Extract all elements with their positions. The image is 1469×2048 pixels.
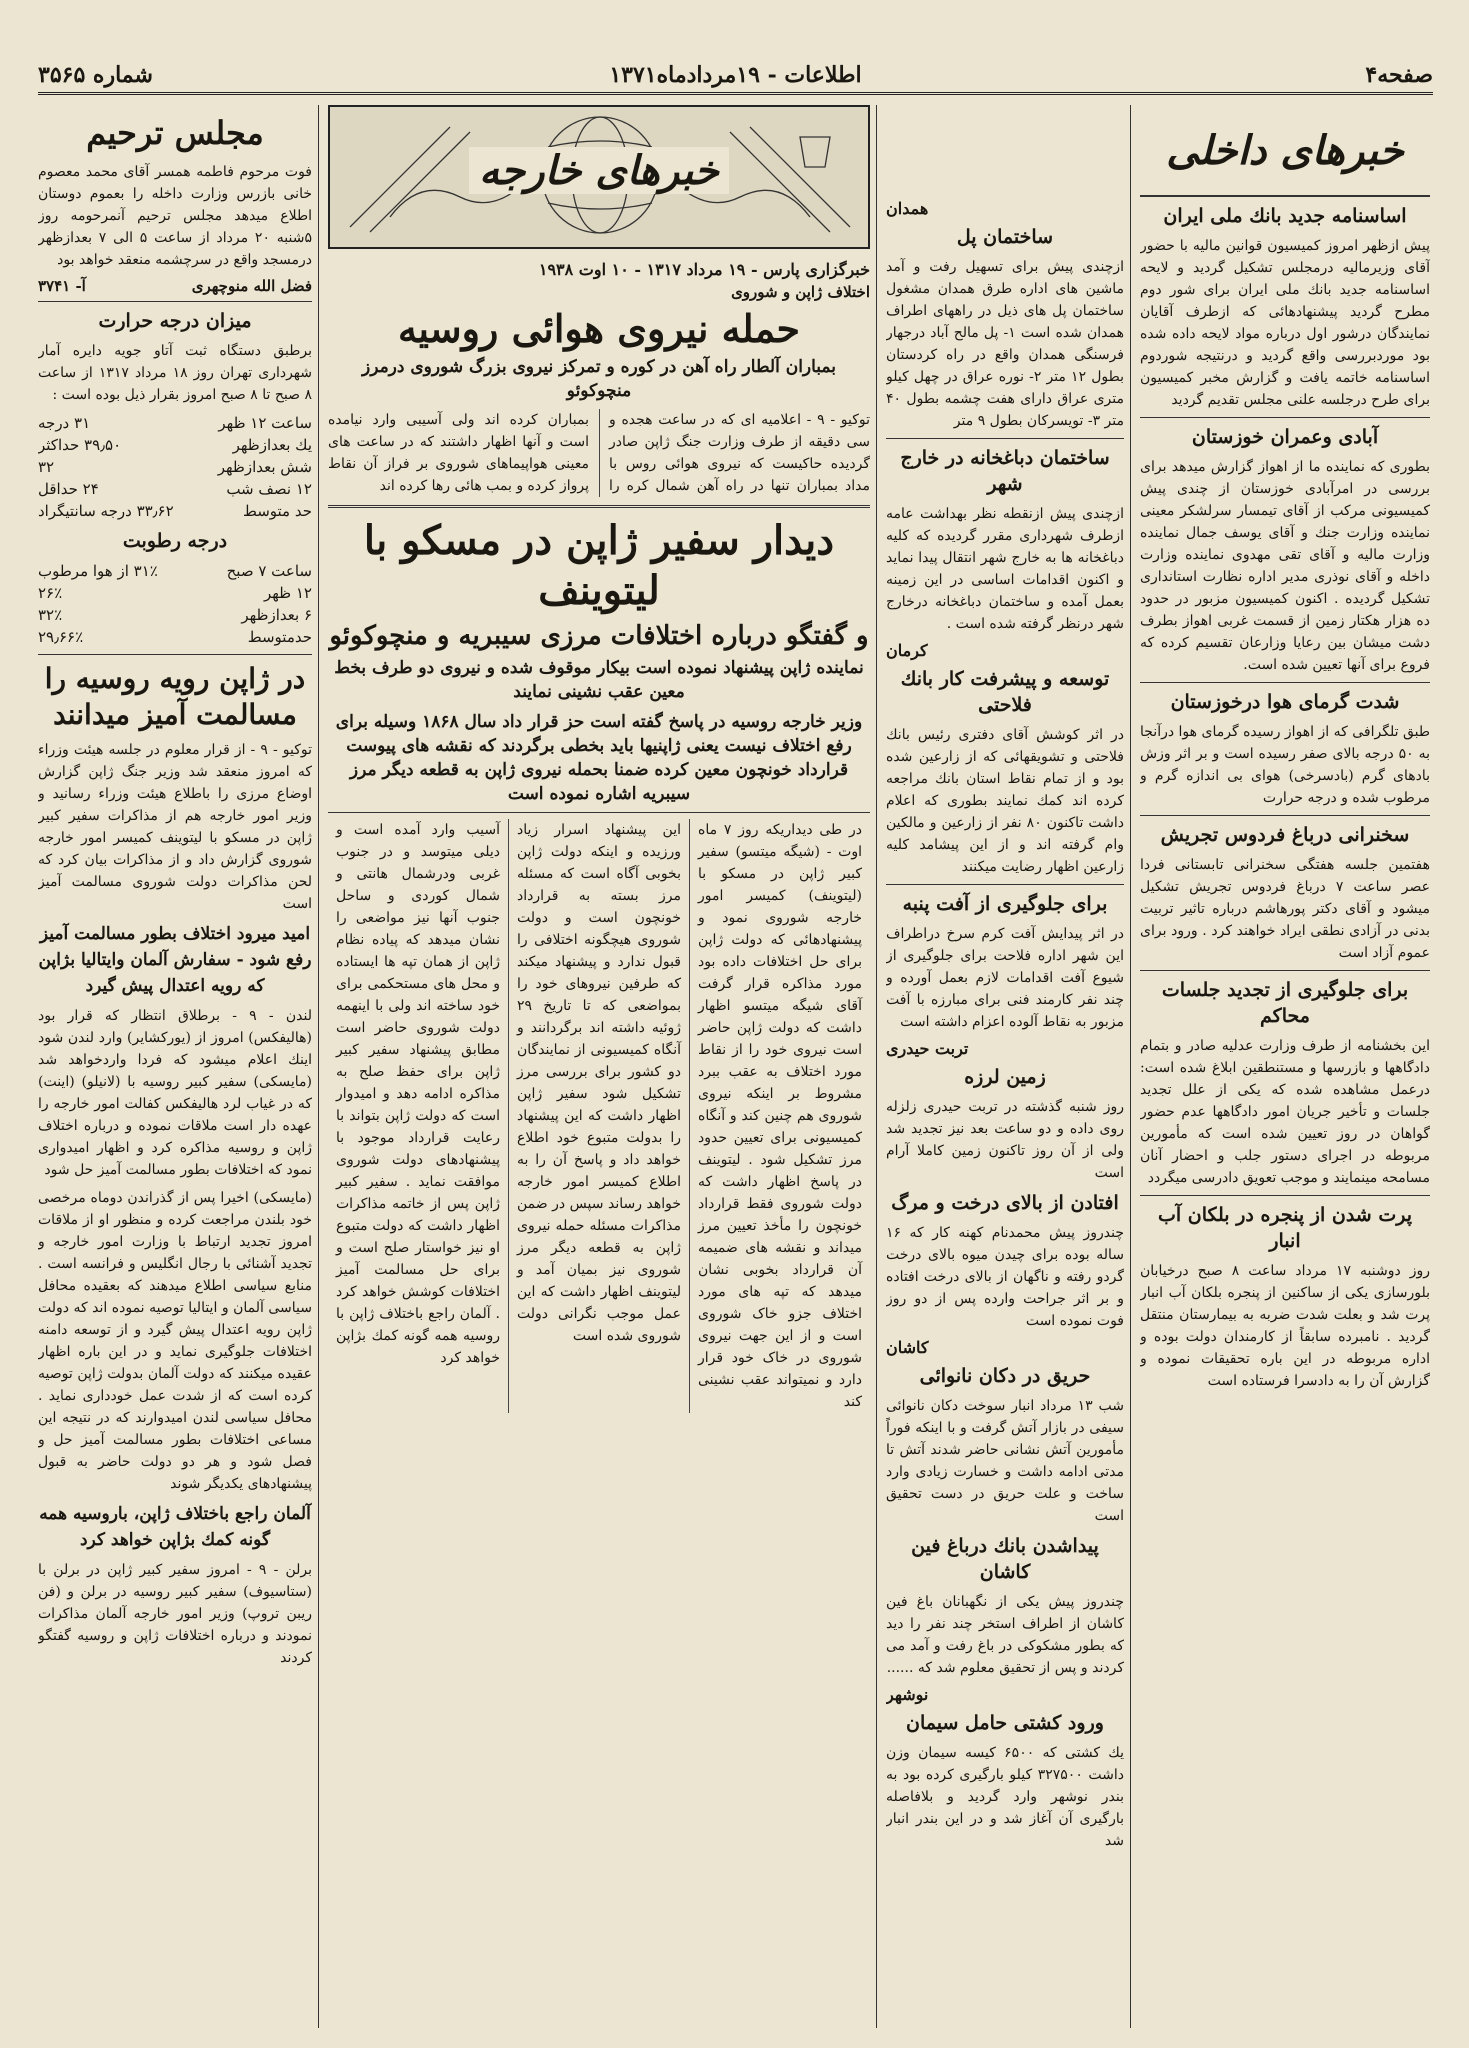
column-rule <box>1130 105 1131 2028</box>
hope-body: لندن - ۹ - برطلاق انتظار که قرار بود (هالیفکس) امروز از (یورکشایر) وارد لندن شود اینك اعلام میشود که فردا واردخواهد شد (مایسکی) سفیر کبیر روسیه با (لانیلو) (اینت) که در غیاب لرد هالیفکس کفالت امور خارجه را عهده دار است ملاقات نموده و درباره اختلاف ژاپن و روسیه مذاکره کرد و اظهار امیدواری نمود که اختلافات بطور مسالمت آمیز حل شود <box>38 1008 312 1178</box>
memorial-body: فوت مرحوم فاطمه همسر آقای محمد معصوم خانی بازرس وزارت داخله را بعموم دوستان اطلاع میدهد مجلس ترحیم آنمرحومه روز ۵شنبه ۲۰ مرداد از ساعت ۵ الی ۷ بعدازظهر درمسجد واقع در سرچشمه منعقد خواهد بود <box>38 164 312 268</box>
foreign-subcolumn: آسیب وارد آمده است و دیلی میتوسد و در جنوب غربی ودرشمال هانتی و شمال کوردی و ساحل جنوب آنها نیز مواضعی را نشان میدهد که پیاده نظام ژاپن از همان تپه ها ایستاده و محل های مستحکمی برای خود ساخته اند ولی با اینهمه دولت شوروی حاضر است مطابق پیشنهاد سفیر کبیر ژاپن برای حفظ صلح به مذاکره ادامه دهد و امیدوار است که دولت ژاپن بتواند با رعایت قرارداد موجود با پیشنهادهای دولت شوروی موافقت نماید . سفیر کبیر ژاپن پس از خاتمه مذاکرات اظهار داشت که دولت متبوع او نیز خواستار صلح است و برای حل مسالمت آمیز اختلافات کوشش خواهد کرد . آلمان راجع باختلاف ژاپن با روسیه همه گونه کمك بژاپن خواهد کرد <box>336 822 500 1366</box>
memorial-headline: مجلس ترحیم <box>86 114 264 152</box>
row-label: یك بعدازظهر <box>232 436 312 454</box>
divider <box>38 301 312 302</box>
article-headline: ورود کشتی حامل سیمان <box>906 1712 1104 1734</box>
article-body: پیش ازظهر امروز کمیسیون قوانین مالیه با حضور آقای وزیرمالیه درمجلس تشکیل گردید و لایحه اساسنامه جدید بانك ملی ایران برای شور دوم مطرح گردید پیشنهادهائی که ازطرف آقایان نمایندگان درشور اول درباره مواد لایحه داده شده بود موردبررسی واقع گردید و درنتیجه شوردوم اساسنامه خاتمه یافت و گزارش مخبر کمیسیون برای طرح درجلسه علنی مجلس تقدیم گردید <box>1140 238 1430 408</box>
germany-headline: آلمان راجع باختلاف ژاپن، باروسیه همه گونه کمك بژاپن خواهد کرد <box>39 1504 311 1550</box>
embassy-talks-headline: دیدار سفیر ژاپن در مسکو با لیتوینف <box>363 517 835 614</box>
page-header <box>38 62 1433 95</box>
article-body: در اثر پیدایش آفت کرم سرخ دراطراف این شهر اداره فلاحت برای جلوگیری از شیوع آفت اقدامات لازم بعمل آورده و چند نفر کارمند فنی برای مبارزه با آفت مزبور به نقاط آلوده اعزام داشته است <box>886 926 1124 1030</box>
article-body: طبق تلگرافی که از اهواز رسیده گرمای هوا درآنجا به ۵۰ درجه بالای صفر رسیده است و بر اثر وزش بادهای گرم (بادسرخی) هوای بی اندازه گرم و مرطوب شده و درجه حرارت <box>1140 724 1430 806</box>
air-attack-deck: بمباران آلطار راه آهن در کوره و تمرکز نیروی بزرگ شوروی درمرز منچوکوئو <box>361 357 836 401</box>
foreign-subcolumn: این پیشنهاد اسرار زیاد ورزیده و اینکه دولت ژاپن بخوبی آگاه است که مسئله مرز بسته به قرارداد خونچون است و دولت شوروی هیچگونه اختلافی را قبول ندارد و پیشنهاد میکند که طرفین نیروهای خود را بمواضعی که تا تاریخ ۲۹ ژوئیه داشته اند برگردانند و آنگاه کمیسیونی از نمایندگان دو کشور برای بررسی مرز تشکیل شود سفیر ژاپن اظهار داشت که این پیشنهاد را بدولت متبوع خود اطلاع خواهد داد و پاسخ آن را به اطلاع کمیسر امور خارجه خواهد رساند سپس در ضمن مذاکرات مسئله حمله نیروی ژاپن به قطعه دیگر مرز شوروی نیز بمیان آمد و لیتوینف اظهار داشت که این عمل موجب نگرانی دولت شوروی شده است <box>508 819 689 1413</box>
dispute-label: اختلاف ژاپن و شوروی <box>731 283 870 301</box>
divider <box>1140 1195 1430 1196</box>
memorial-signature: فضل الله منوچهری <box>191 277 312 295</box>
article-headline: توسعه و پیشرفت کار بانك فلاحتی <box>900 668 1110 716</box>
article-headline: برای جلوگیری از آفت پنبه <box>902 893 1108 915</box>
humidity-table <box>38 560 312 648</box>
embassy-talks-sub: نماینده ژاپن پیشنهاد نموده است بیکار موقوف شده و نیروی دو طرف بخط معین عقب نشینی نمایند <box>334 658 864 702</box>
row-value: ۳۲٪ <box>38 606 63 624</box>
row-value: ۳۹٫۵۰ حداکثر <box>38 436 122 454</box>
row-value: ۲۶٪ <box>38 584 63 602</box>
divider <box>328 505 870 508</box>
row-label: ۱۲ ظهر <box>263 584 312 602</box>
divider <box>1140 417 1430 418</box>
air-attack-body: توکیو - ۹ - اعلامیه ای که در ساعت هجده و سی دقیقه از طرف وزارت جنگ ژاپن صادر گردیده حاکیست که نیروی هوائی روس با مداد بمباران تنها در راه آهن شمال کره را بمباران کرده اند ولی آسیبی وارد نیامده است و آنها اظهار داشتند که در ساعت های معینی هواپیماهای شوروی بر فراز آن نقاط پرواز کرده و بمب هائی رها کرده اند <box>328 412 870 494</box>
row-value: ۲۹٫۶۶٪ <box>38 628 84 646</box>
article-body: ازچندی پیش برای تسهیل رفت و آمد ماشین های اداره طرق همدان مشغول ساختمان پل های ذیل در راههای اطراف همدان شده است ۱- پل مالح آباد درجهار فرسنگی همدان واقع در راه کردستان بطول ۱۲ متر ۲- نوره عراق در چهل کیلو متری عراق دارای هفت چشمه بطول ۴۰ متر ۳- تویسرکان بطول ۹ متر <box>886 259 1124 429</box>
row-label: ۱۲ نصف شب <box>226 480 312 498</box>
memorial-footer <box>38 277 312 295</box>
row-label: ساعت ۱۲ ظهر <box>218 414 312 432</box>
table-row <box>38 456 312 478</box>
row-label: ساعت ۷ صبح <box>226 562 312 580</box>
article-body: شب ۱۳ مرداد انبار سوخت دکان نانوائی سیفی در بازار آتش گرفت و با اینکه فوراً مأمورین آتش نشانی حاضر شدند آتش تا مدتی ادامه داشت و خسارت زیادی وارد ساخت و علت حریق در دست تحقیق است <box>886 1398 1124 1524</box>
city-label: کاشان <box>886 1338 929 1357</box>
article-body: این بخشنامه از طرف وزارت عدلیه صادر و بتمام دادگاهها و بازرسها و مستنطقین ابلاغ شده است: درعمل مشاهده شده که یکی از علل تجدید جلسات و تأخیر جریان امور دادگاهها عدم حضور گواهان در روز تعیین شده است که مأمورین مربوطه در اجرای دستور جلب و احضار آنان مسامحه مینمایند و موجب تعویق دادرسی میگردد <box>1140 1038 1430 1186</box>
article-headline: برای جلوگیری از تجدید جلسات محاکم <box>1161 979 1409 1027</box>
embassy-talks-deck: و گفتگو درباره اختلافات مرزی سیبریه و منچوکوئو <box>329 621 869 651</box>
foreign-news-section <box>328 105 870 2028</box>
hope-headline: امید میرود اختلاف بطور مسالمت آمیز رفع شود - سفارش آلمان وایتالیا بژاپن که رویه اعتدال پیش گیرد <box>38 924 312 996</box>
article-headline: پرت شدن از پنجره در بلکان آب انبار <box>1158 1204 1412 1252</box>
table-row <box>38 604 312 626</box>
temperature-table <box>38 412 312 522</box>
row-value: ۳۱٪ از هوا مرطوب <box>38 562 158 580</box>
publication-date: اطلاعات - ۱۹مردادماه۱۳۷۱ <box>609 62 862 88</box>
table-row <box>38 478 312 500</box>
article-headline: پیداشدن بانك درباغ فین کاشان <box>911 1535 1099 1583</box>
foreign-banner <box>328 105 870 249</box>
table-row <box>38 434 312 456</box>
table-row <box>38 626 312 648</box>
article-headline: اساسنامه جدید بانك ملی ایران <box>1163 205 1407 227</box>
column-rule <box>876 105 877 2028</box>
divider <box>886 884 1124 885</box>
table-row <box>38 500 312 522</box>
foreign-subcolumn: در طی دیداریکه روز ۷ ماه اوت - (شیگه میتسو) سفیر کبیر ژاپن در مسکو با (لیتوینف) کمیسر امور خارجه شوروی نمود و پیشنهادهائی که دولت ژاپن برای حل اختلافات داده بود مورد مذاکره قرار گرفت آقای شیگه میتسو اظهار داشت که دولت ژاپن حاضر است نیروی خود را از نقاط مورد اختلاف به عقب ببرد مشروط بر اینکه نیروی شوروی هم چنین کند و آنگاه کمیسیونی برای تعیین حدود مرز تشکیل شود . لیتوینف در پاسخ اظهار داشت که دولت شوروی فقط قرارداد خونچون را مأخذ تعیین مرز میداند و نقشه های ضمیمه آن قرارداد بخوبی نشان میدهد که تپه های مورد اختلاف جزو خاک شوروی است و از این جهت نیروی شوروی در خاک خود قرار دارد و نمیتواند عقب نشینی کند <box>689 819 870 1413</box>
issue-number: شماره ۳۵۶۵ <box>38 62 153 88</box>
article-headline: حریق در دکان نانوائی <box>919 1365 1091 1387</box>
foreign-subcolumns <box>328 819 870 1413</box>
domestic-banner-title: خبرهای داخلی <box>1166 126 1404 174</box>
wire-dateline: خبرگزاری پارس - ۱۹ مرداد ۱۳۱۷ - ۱۰ اوت ۱۹۳۸ <box>538 260 870 279</box>
divider <box>38 654 312 655</box>
table-row <box>38 412 312 434</box>
row-value: ۳۲ <box>38 458 55 476</box>
article-body: روز شنبه گذشته در تربت حیدری زلزله روی داده و دو ساعت بعد نیز تجدید شد ولی از آن روز تاکنون زمین کاملا آرام است <box>886 1099 1124 1181</box>
row-value: ۲۴ حداقل <box>38 480 99 498</box>
domestic-banner <box>1140 105 1430 197</box>
article-body: در اثر کوشش آقای دفتری رئیس بانك فلاحتی و تشویقهائی که از زارعین شده بود و از تمام نقاط استان بانك مراجعه کرده اند کمك نمایند بطوری که اعلام داشت تاکنون ۸۰ نفر از زارعین و مالکین وام گرفته اند و از این پیشامد کلیه زارعین اظهار رضایت میکنند <box>886 727 1124 875</box>
japan-view-headline: در ژاپن رویه روسیه را مسالمت آمیز میدانند <box>44 662 306 731</box>
embassy-talks-note: وزیر خارجه روسیه در پاسخ گفته است حز قرار داد سال ۱۸۶۸ وسیله برای رفع اختلاف نیست یعنی ژاپنیها باید بخطی برگردند که نقشه های پیوست قرارداد خونچون معین کرده ضمنا بحمله نیروی ژاپن به قطعه دیگر مرز سیبریه اشاره نموده است <box>335 712 863 804</box>
article-headline: شدت گرمای هوا درخوزستان <box>1170 691 1400 713</box>
foreign-banner-title-wrap <box>330 147 868 194</box>
article-body: چندروز پیش یکی از نگهبانان باغ فین کاشان از اطراف استخر چند نفر را دید که بطور مشکوکی در باغ رفت و آمد می کردند و پس از تحقیق معلوم شد که ...... <box>886 1594 1124 1676</box>
divider <box>886 438 1124 439</box>
memorial-code: آ- ۳۷۴۱ <box>38 277 86 295</box>
article-headline: ساختمان دباغخانه در خارج شهر <box>900 447 1110 495</box>
article-headline: زمین لرزه <box>964 1066 1046 1088</box>
air-attack-headline: حمله نیروی هوائی روسیه <box>397 306 801 351</box>
article-body: روز دوشنبه ۱۷ مرداد ساعت ۸ صبح درخیابان بلورسازی یکی از ساکنین از پنجره بلکان آب انبار پرت شد و بعلت شدت ضربه به بیمارستان منتقل گردید . نامبرده سابقاً از کارمندان دولت بوده و اداره مربوطه در این باره تحقیقات نموده و گزارش آن را به دادسرا فرستاده است <box>1140 1263 1430 1389</box>
article-headline: آبادی وعمران خوزستان <box>1191 426 1379 448</box>
article-headline: ساختمان پل <box>956 226 1054 248</box>
city-label: تربت حیدری <box>886 1039 969 1058</box>
row-label: حد متوسط <box>242 502 312 520</box>
article-headline: افتادن از بالای درخت و مرگ <box>891 1192 1119 1214</box>
foreign-banner-title: خبرهای خارجه <box>469 147 729 194</box>
divider <box>1140 815 1430 816</box>
humidity-title: درجه رطوبت <box>122 530 228 552</box>
row-label: شش بعدازظهر <box>217 458 312 476</box>
table-row <box>38 582 312 604</box>
row-value: ۳۱ درجه <box>38 414 91 432</box>
row-value: ۳۳٫۶۲ درجه سانتیگراد <box>38 502 174 520</box>
domestic-news-column <box>1140 105 1430 2028</box>
article-body: هفتمین جلسه هفتگی سخنرانی تابستانی فردا عصر ساعت ۷ درباغ فردوس تجریش تشکیل میشود و آقای دکتر پورهاشم درباره تاثیر تربیت بدنی در آزادی نطقی ایراد خواهند کرد . ورود برای عموم آزاد است <box>1140 857 1430 961</box>
article-body: یك کشتی که ۶۵۰۰ کیسه سیمان وزن داشت ۳۲۷۵۰۰ کیلو بارگیری کرده بود به بندر نوشهر وارد گردید و بلافاصله بارگیری آن آغاز شد و در این بندر انبار شد <box>886 1745 1124 1849</box>
city-label: همدان <box>886 199 929 218</box>
city-label: کرمان <box>886 641 928 660</box>
notices-column <box>38 105 312 2028</box>
germany-body: برلن - ۹ - امروز سفیر کبیر ژاپن در برلن با (ستاسیوف) سفیر کبیر روسیه در برلن و (فن ریبن تروپ) وزیر امور خارجه آلمان مذاکرات نمودند و درباره اختلافات ژاپن و روسیه گفتگو کردند <box>38 1562 312 1666</box>
temperature-title: میزان درجه حرارت <box>98 310 252 332</box>
column-rule <box>318 105 319 2028</box>
city-label: نوشهر <box>886 1685 929 1704</box>
provincial-news-column <box>886 195 1124 2028</box>
divider <box>328 812 870 813</box>
article-body: چندروز پیش محمدنام کهنه کار که ۱۶ ساله بوده برای چیدن میوه بالای درخت گردو رفته و ناگهان از بالای درخت افتاده و بر اثر جراحت وارده پس از دو روز فوت نموده است <box>886 1225 1124 1329</box>
article-headline: سخنرانی درباغ فردوس تجریش <box>1160 824 1410 846</box>
row-label: ۶ بعدازظهر <box>241 606 312 624</box>
japan-view-body: توکیو - ۹ - از قرار معلوم در جلسه هیئت وزراء که امروز منعقد شد وزیر جنگ ژاپن گزارش اوضاع مرزی را باطلاع هیئت وزراء رسانید و وزیر امور خارجه هم از مذاکرات سفیر کبیر ژاپن در مسکو با لیتوینف کمیسر امور خارجه شوروی گزارش داد و از مذاکرات بیان کرد که لحن مذاکرات دولت شوروی مسالمت آمیز است <box>38 742 312 912</box>
temperature-intro: برطبق دستگاه ثبت آتاو جویه دایره آمار شهرداری تهران روز ۱۸ مرداد ۱۳۱۷ از ساعت ۸ صبح تا ۸ صبح امروز بقرار ذیل بوده است : <box>38 343 312 403</box>
article-body: ازچندی پیش ازنقطه نظر بهداشت عامه ازطرف شهرداری مقرر گردیده که کلیه دباغخانه ها به خارج شهر انتقال پیدا نماید و اکنون اقدامات اساسی در این زمینه بعمل آمده و ساختمان دباغخانه درخارج شهر درنظر گرفته شده است . <box>886 506 1124 632</box>
page-number: صفحه۴ <box>1365 62 1433 88</box>
divider <box>1140 682 1430 683</box>
table-row <box>38 560 312 582</box>
row-label: حدمتوسط <box>247 628 312 646</box>
divider <box>1140 970 1430 971</box>
article-body: بطوری که نماینده ما از اهواز گزارش میدهد برای بررسی در امرآبادی خوزستان از چندی پیش کمیسیونی مرکب از آقای تیمسار سرلشکر معینی نماینده وزارت جنك و آقای یوسف جمال نماینده وزارت مالیه و آقای تقی مهدوی نماینده وزارت داخله و آقای نوذری مدیر اداره نظارت استانداری تشکیل گردیده . اکنون کمیسیون مزبور در حدود ده هزار هکتار زمین از قسمت غربی اهواز بطرف دشت میشان بین رعایا وزارعان تقسیم کرده که فروع برای آنها تعیین شده است. <box>1140 459 1430 673</box>
hope-body-continued: (مایسکی) اخیرا پس از گذراندن دوماه مرخصی خود بلندن مراجعت کرده و منظور او از ملاقات امروز تجدید ارتباط با وزارت امور خارجه و تجدید آشنائی با رجال انگلیس و فرانسه است . منابع سیاسی اطلاع میدهند که بعقیده محافل سیاسی آلمان و ایتالیا توصیه نموده اند که دولت ژاپن رویه اعتدال پیش گیرد و از توسعه دامنه اختلافات جلوگیری نماید و در این باره اظهار عقیده میکنند که دولت آلمان بدولت ژاپن توصیه کرده است که از شدت عمل خودداری نماید . محافل سیاسی لندن امیدوارند که در نتیجه این مساعی اختلافات بطور مسالمت آمیز حل و فصل شود و هر دو دولت حاضر به قبول پیشنهادهای یکدیگر شوند <box>38 1190 312 1492</box>
